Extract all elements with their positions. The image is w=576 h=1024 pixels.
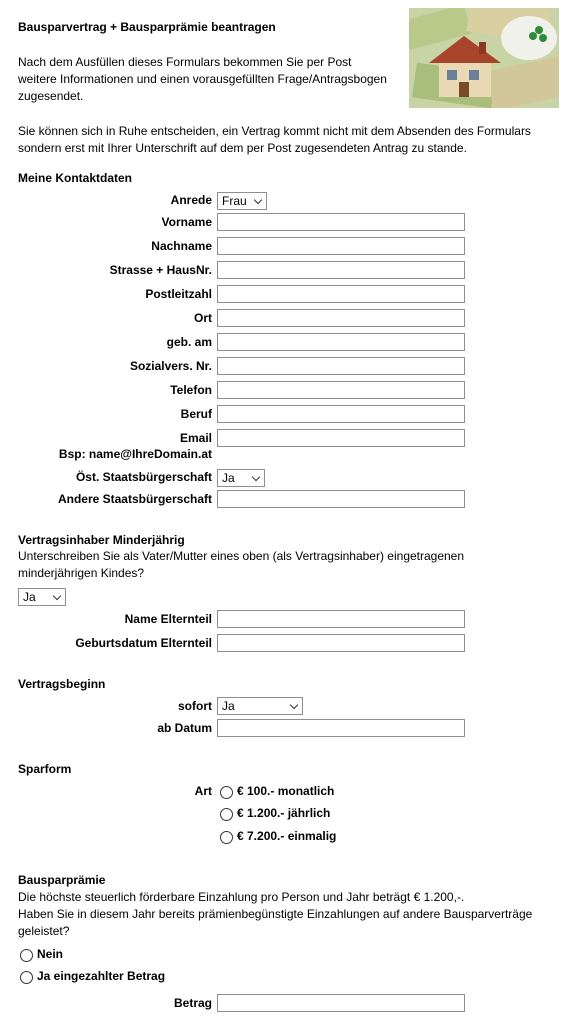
svnr-input[interactable]: [217, 357, 465, 375]
intro-line-2: weitere Informationen und einen vorausgefüllten Frage/Antragsbogen: [18, 72, 387, 86]
ab-datum-input[interactable]: [217, 719, 465, 737]
beruf-input[interactable]: [217, 405, 465, 423]
birth-parent-label: Geburtsdatum Elternteil: [75, 636, 212, 650]
email-input[interactable]: [217, 429, 465, 447]
premium-yes-radio[interactable]: [20, 971, 33, 984]
sofort-label: sofort: [178, 699, 212, 713]
ort-label: Ort: [194, 311, 212, 325]
intro-line-1: Nach dem Ausfüllen dieses Formulars bekommen Sie per Post: [18, 55, 352, 69]
saving-option-monthly-radio[interactable]: [220, 786, 233, 799]
anrede-select-value: Frau: [222, 194, 247, 208]
minor-heading: Vertragsinhaber Minderjährig: [18, 533, 185, 547]
chevron-down-icon: [290, 701, 298, 709]
nachname-input[interactable]: [217, 237, 465, 255]
sofort-select[interactable]: [217, 697, 303, 715]
saving-option-yearly-label: € 1.200.- jährlich: [237, 806, 331, 820]
page-title: Bausparvertrag + Bausparprämie beantragen: [18, 20, 276, 34]
plz-label: Postleitzahl: [145, 287, 212, 301]
plz-input[interactable]: [217, 285, 465, 303]
start-heading: Vertragsbeginn: [18, 677, 106, 691]
anrede-label: Anrede: [170, 193, 212, 207]
ab-datum-label: ab Datum: [157, 721, 212, 735]
email-label: Email: [179, 431, 212, 445]
telefon-input[interactable]: [217, 381, 465, 399]
name-parent-label: Name Elternteil: [124, 612, 212, 626]
ort-input[interactable]: [217, 309, 465, 327]
chevron-down-icon: [254, 196, 262, 204]
contact-heading: Meine Kontaktdaten: [18, 171, 133, 185]
saving-option-once-label: € 7.200.- einmalig: [237, 829, 337, 843]
saving-option-once-radio[interactable]: [220, 831, 233, 844]
intro-line-4: Sie können sich in Ruhe entscheiden, ein Vertrag kommt nicht mit dem Absenden des Formulars: [18, 124, 531, 138]
minor-question-2: minderjährigen Kindes?: [18, 566, 145, 580]
name-parent-input[interactable]: [217, 610, 465, 628]
saving-option-yearly-radio[interactable]: [220, 808, 233, 821]
vorname-label: Vorname: [161, 215, 212, 229]
staatsbuergerschaft-select-value: Ja: [222, 471, 235, 485]
saving-option-monthly-label: € 100.- monatlich: [237, 784, 335, 798]
premium-no-radio[interactable]: [20, 949, 33, 962]
premium-heading: Bausparprämie: [18, 873, 106, 887]
premium-yes-label: Ja eingezahlter Betrag: [37, 969, 166, 983]
sofort-select-value: Ja: [222, 699, 235, 713]
staatsbuergerschaft-select[interactable]: [217, 469, 265, 487]
betrag-label: Betrag: [173, 996, 212, 1010]
premium-text-3: geleistet?: [18, 924, 70, 938]
betrag-input[interactable]: [217, 994, 465, 1012]
email-example: Bsp: name@IhreDomain.at: [58, 447, 212, 461]
house-money-image: [409, 8, 559, 108]
svnr-label: Sozialvers. Nr.: [129, 359, 212, 373]
intro-line-5: sondern erst mit Ihrer Unterschrift auf dem per Post zugesendeten Antrag zu stande.: [18, 141, 467, 155]
nachname-label: Nachname: [151, 239, 212, 253]
beruf-label: Beruf: [180, 407, 212, 421]
telefon-label: Telefon: [170, 383, 212, 397]
intro-line-3: zugesendet.: [18, 89, 84, 103]
andere-staats-label: Andere Staatsbürgerschaft: [57, 492, 212, 506]
minor-select-value: Ja: [23, 590, 36, 604]
andere-staats-input[interactable]: [217, 490, 465, 508]
premium-text-1: Die höchste steuerlich förderbare Einzahlung pro Person und Jahr beträgt € 1.200,-.: [18, 890, 465, 904]
geb-label: geb. am: [166, 335, 212, 349]
chevron-down-icon: [252, 473, 260, 481]
strasse-input[interactable]: [217, 261, 465, 279]
art-label: Art: [194, 784, 212, 798]
vorname-input[interactable]: [217, 213, 465, 231]
saving-heading: Sparform: [18, 762, 72, 776]
chevron-down-icon: [53, 592, 61, 600]
premium-no-label: Nein: [37, 947, 64, 961]
strasse-label: Strasse + HausNr.: [109, 263, 212, 277]
premium-text-2: Haben Sie in diesem Jahr bereits prämienbegünstigte Einzahlungen auf andere Bausparverträge: [18, 907, 533, 921]
staatsbuergerschaft-label: Öst. Staatsbürgerschaft: [75, 470, 212, 484]
minor-select[interactable]: [18, 588, 66, 606]
anrede-select[interactable]: [217, 192, 267, 210]
birth-parent-input[interactable]: [217, 634, 465, 652]
minor-question-1: Unterschreiben Sie als Vater/Mutter eines oben (als Vertragsinhaber) eingetragenen: [18, 549, 465, 563]
geb-input[interactable]: [217, 333, 465, 351]
